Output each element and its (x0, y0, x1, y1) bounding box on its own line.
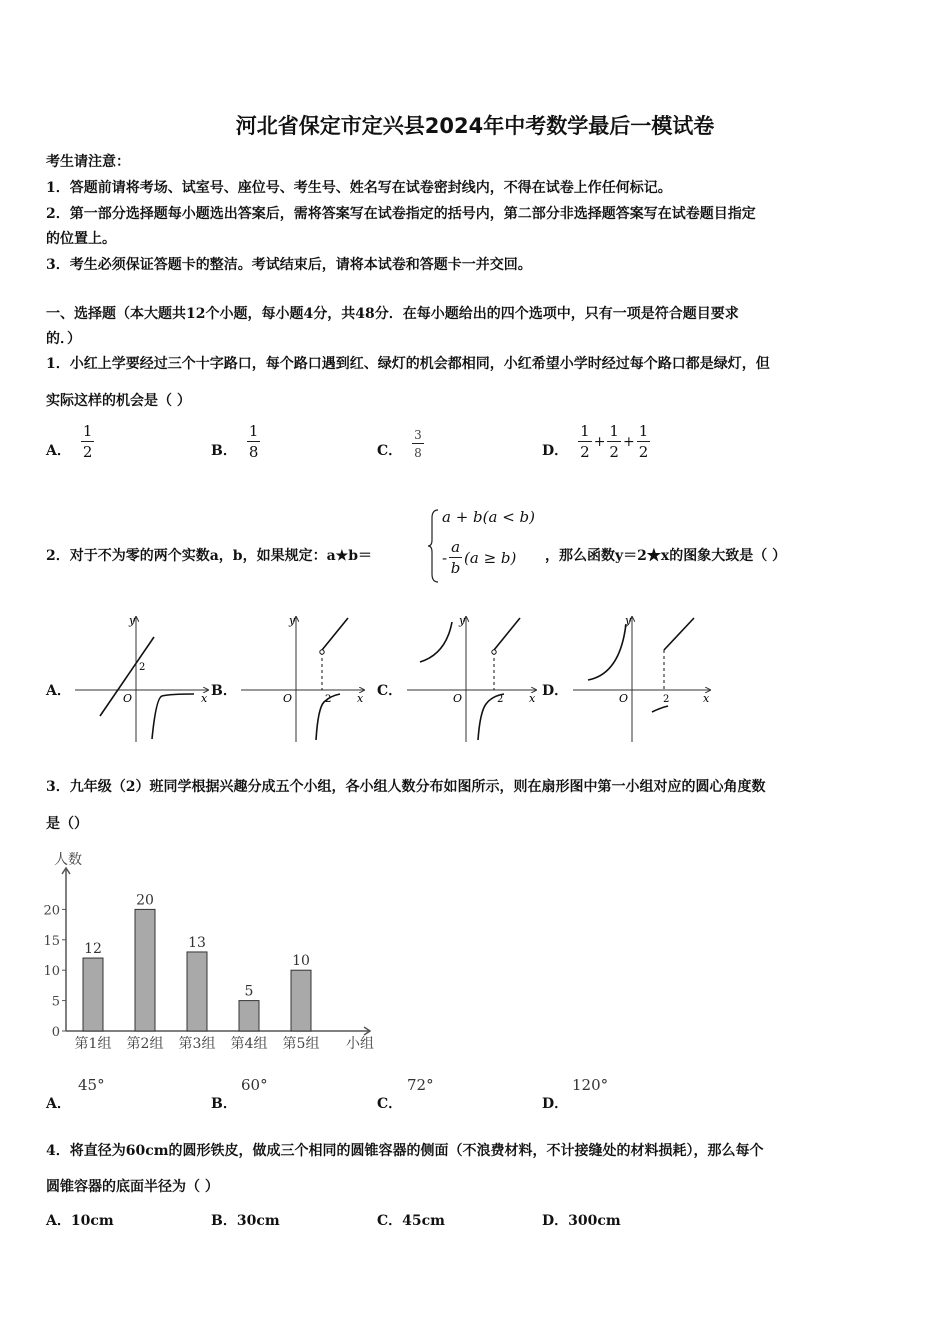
y-tick-label: 10 (43, 964, 60, 980)
minus-sign: - (442, 549, 448, 567)
case-2 (442, 540, 516, 576)
fraction: $\frac{1}{2}$ (82, 422, 93, 461)
category-label: 第3组 (178, 1036, 216, 1052)
notice-item: 的位置上。 (46, 231, 116, 247)
origin-label: O (453, 692, 463, 705)
bar (83, 958, 103, 1031)
tick-label-2: 2 (663, 694, 670, 705)
option-label: D． (542, 1096, 569, 1112)
option-label: A． (46, 1096, 71, 1112)
q1-option-b[interactable] (211, 424, 260, 460)
option-label: D． (542, 443, 569, 459)
fraction: $\frac{3}{8}$ (414, 428, 422, 460)
q4-option-d[interactable] (542, 1210, 621, 1230)
x-axis-label: 小组 (346, 1036, 374, 1052)
brace-icon (428, 508, 440, 584)
origin-label: O (123, 692, 133, 705)
question-4-text: 4．将直径为60cm的圆形铁皮，做成三个相同的圆锥容器的侧面（不浪费材料，不计接缝处的材料损耗），那么每个 (46, 1143, 764, 1159)
question-3-text-cont: 是（） (46, 816, 88, 832)
y-tick-label: 20 (43, 903, 60, 919)
option-label: C． (377, 443, 403, 459)
question-1-text-cont: 实际这样的机会是（ ） (46, 393, 191, 409)
piecewise-definition (428, 508, 538, 584)
axis-label-x: x (357, 692, 364, 705)
q4-option-b[interactable] (211, 1210, 280, 1230)
fraction: $\frac{1}{2}$ (609, 422, 619, 461)
option-label: C． (377, 1213, 403, 1229)
category-label: 第5组 (282, 1036, 320, 1052)
question-3-text: 3．九年级（2）班同学根据兴趣分成五个小组，各小组人数分布如图所示，则在扇形图中第一小组对应的圆心角度数 (46, 779, 766, 795)
y-tick-label: 5 (51, 994, 60, 1010)
option-label: B． (211, 1096, 237, 1112)
q1-option-c[interactable] (377, 428, 424, 460)
origin-label: O (283, 692, 293, 705)
fraction: $\frac{1}{8}$ (248, 422, 259, 461)
option-label: B． (211, 443, 237, 459)
option-label: D． (542, 1213, 569, 1229)
axis-label-x: x (529, 692, 536, 705)
bar (239, 1001, 259, 1031)
tick-label-2: 2 (325, 694, 332, 705)
category-label: 第2组 (126, 1036, 164, 1052)
fraction: $\frac{1}{2}$ (638, 422, 649, 461)
option-label: B． (211, 1213, 237, 1229)
axis-label-x: x (703, 692, 710, 705)
page-title: 河北省保定市定兴县2024年中考数学最后一模试卷 (235, 114, 715, 138)
option-value: 45° (78, 1076, 105, 1094)
notice-item: 3．考生必须保证答题卡的整洁。考试结束后，请将本试卷和答题卡一并交回。 (46, 257, 532, 273)
question-2-text: 2．对于不为零的两个实数a，b，如果规定：a★b＝ (46, 548, 373, 564)
data-label: 20 (136, 892, 154, 909)
fraction: $\frac{a}{b}$ (450, 538, 461, 577)
tick-label-2: 2 (139, 662, 146, 673)
fraction: $\frac{1}{2}$ (580, 422, 590, 461)
section-heading: 一、选择题（本大题共12个小题，每小题4分，共48分．在每小题给出的四个选项中，只有一项是符合题目要求 (46, 306, 739, 322)
question-1-text: 1．小红上学要经过三个十字路口，每个路口遇到红、绿灯的机会都相同，小红希望小学时经过每个路口都是绿灯，但 (46, 356, 770, 372)
q1-option-a[interactable] (46, 424, 94, 460)
option-value: 72° (407, 1076, 434, 1094)
bar (135, 909, 155, 1031)
q2-graph-a[interactable] (70, 612, 212, 746)
q2-option-b-label[interactable]: B． (211, 683, 237, 699)
category-label: 第1组 (74, 1036, 112, 1052)
option-value: 120° (572, 1076, 609, 1094)
notice-item: 2．第一部分选择题每小题选出答案后，需将答案写在试卷指定的括号内，第二部分非选择题答案写在试卷题目指定 (46, 206, 756, 222)
q4-option-a[interactable] (46, 1210, 114, 1230)
axis-label-y: y (459, 614, 466, 627)
notice-item: 1．答题前请将考场、试室号、座位号、考生号、姓名写在试卷密封线内，不得在试卷上作任何标记。 (46, 180, 672, 196)
origin-label: O (619, 692, 629, 705)
data-label: 5 (244, 983, 254, 1000)
option-value: 45cm (402, 1213, 445, 1229)
q4-option-c[interactable] (377, 1210, 445, 1230)
notice-heading: 考生请注意： (46, 154, 130, 170)
option-value: 300cm (568, 1213, 621, 1229)
q2-option-c-label[interactable]: C． (377, 683, 403, 699)
q2-graph-c[interactable] (402, 612, 540, 746)
case-1: a + b(a < b) (442, 508, 536, 526)
q2-option-a-label[interactable]: A． (46, 683, 71, 699)
q2-graph-d[interactable] (568, 612, 714, 746)
section-heading-cont: 的．） (46, 331, 81, 347)
plus-sign: + (622, 434, 635, 450)
axis-label-y: y (625, 614, 632, 627)
bar-chart (40, 848, 390, 1058)
option-label: A． (46, 1213, 71, 1229)
option-value: 60° (241, 1076, 268, 1094)
y-tick-label: 15 (43, 933, 60, 949)
q1-option-d[interactable] (542, 424, 650, 460)
case-2-condition: (a ≥ b) (464, 549, 517, 567)
tick-label-2: 2 (497, 694, 504, 705)
bar (187, 952, 207, 1031)
y-tick-label: 0 (51, 1025, 60, 1040)
axis-label-x: x (201, 692, 208, 705)
option-label: A． (46, 443, 71, 459)
q2-option-d-label[interactable]: D． (542, 683, 569, 699)
question-2-text-cont: ，那么函数y＝2★x的图象大致是（ ） (545, 548, 787, 564)
category-label: 第4组 (230, 1036, 268, 1052)
bar (291, 970, 311, 1031)
option-value: 30cm (236, 1213, 280, 1229)
option-label: C． (377, 1096, 403, 1112)
axis-label-y: y (289, 614, 296, 627)
data-label: 10 (292, 953, 310, 970)
plus-sign: + (593, 434, 606, 450)
question-4-text-cont: 圆锥容器的底面半径为（ ） (46, 1179, 219, 1195)
data-label: 13 (188, 934, 206, 951)
data-label: 12 (84, 941, 102, 958)
axis-label-y: y (129, 614, 136, 627)
q2-graph-b[interactable] (236, 612, 368, 746)
y-axis-label: 人数 (54, 852, 82, 868)
option-value: 10cm (70, 1213, 114, 1229)
